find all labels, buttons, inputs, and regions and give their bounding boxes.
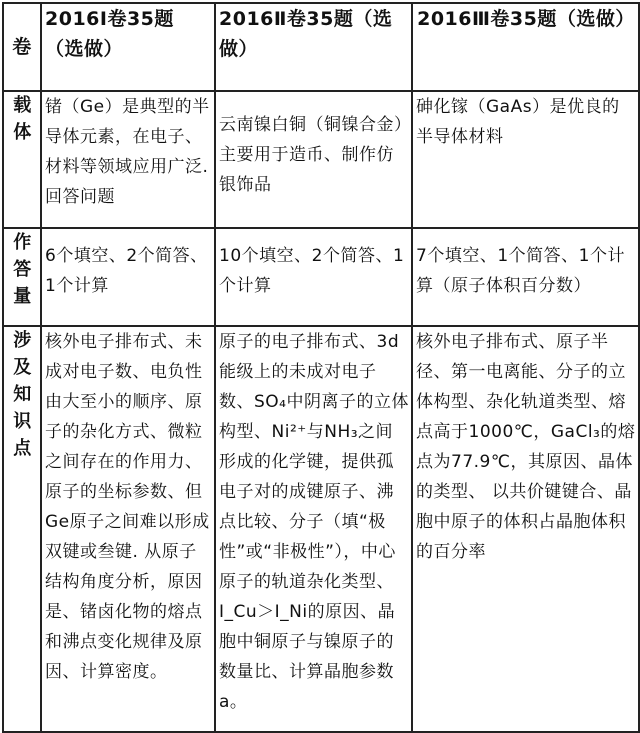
cell-knowledge-paper3: 核外电子排布式、原子半径、第一电离能、分子的立体构型、杂化轨道类型、熔点高于1000℃，GaCl₃的熔点为77.9℃，其原因、晶体的类型、 以共价键键合、晶胞中原子的体积占晶胞体积的百分率 [412, 326, 639, 732]
row-label-carrier-text: 载体 [13, 95, 32, 143]
cell-carrier-paper1: 锗（Ge）是典型的半导体元素，在电子、材料等领域应用广泛. 回答问题 [41, 91, 215, 228]
header-row [3, 3, 639, 91]
comparison-table [2, 2, 640, 733]
table-row-carrier [3, 91, 639, 228]
cell-carrier-paper2: 云南镍白铜（铜镍合金）主要用于造币、制作仿银饰品 [215, 91, 412, 228]
row-label-carrier [3, 91, 41, 228]
table-row-workload [3, 228, 639, 326]
table-row-knowledge [3, 326, 639, 732]
row-label-knowledge [3, 326, 41, 732]
cell-workload-paper2: 10个填空、2个简答、1个计算 [215, 228, 412, 326]
row-label-workload-text: 作答量 [13, 232, 32, 307]
row-label-workload [3, 228, 41, 326]
header-cell-paper2: 2016Ⅱ卷35题（选做） [215, 3, 412, 91]
cell-knowledge-paper2: 原子的电子排布式、3d能级上的未成对电子数、SO₄中阴离子的立体构型、Ni²⁺与NH₃之间形成的化学键，提供孤电子对的成键原子、沸点比较、分子（填“极性”或“非极性”），中心原子的轨道杂化类型、I_Cu＞I_Ni的原因、晶胞中铜原子与镍原子的数量比、计算晶胞参数a。 [215, 326, 412, 732]
cell-workload-paper3: 7个填空、1个简答、1个计算（原子体积百分数） [412, 228, 639, 326]
row-label-knowledge-text: 涉及知识点 [13, 330, 32, 459]
cell-carrier-paper3: 砷化镓（GaAs）是优良的半导体材料 [412, 91, 639, 228]
header-cell-juan: 卷 [3, 3, 41, 91]
cell-workload-paper1: 6个填空、2个简答、1个计算 [41, 228, 215, 326]
cell-knowledge-paper1: 核外电子排布式、未成对电子数、电负性由大至小的顺序、原子的杂化方式、微粒之间存在的作用力、原子的坐标参数、但Ge原子之间难以形成双键或叁键. 从原子结构角度分析，原因是、锗卤化物的熔点和沸点变化规律及原因、计算密度。 [41, 326, 215, 732]
header-cell-paper3: 2016Ⅲ卷35题（选做） [412, 3, 639, 91]
header-cell-paper1: 2016Ⅰ卷35题（选做） [41, 3, 215, 91]
